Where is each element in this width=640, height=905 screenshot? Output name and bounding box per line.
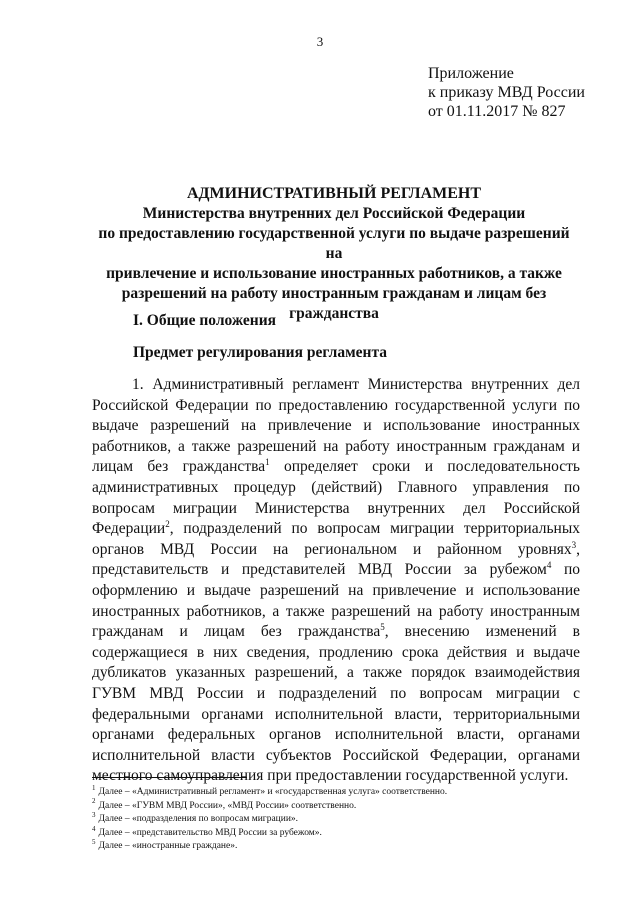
footnote-text: Далее – «ГУВМ МВД России», «МВД России» соответственно.	[98, 800, 357, 811]
appendix-order-date: от 01.11.2017 № 827	[428, 103, 566, 120]
appendix-block	[428, 64, 585, 121]
footnote-ref: 2	[165, 519, 170, 529]
paragraph-text: , представительств и представителей МВД России за рубежом	[92, 540, 580, 579]
document-title-block	[92, 184, 576, 324]
body-paragraph	[92, 375, 580, 787]
footnote-item	[92, 813, 592, 827]
document-subtitle-line: разрешений на работу иностранным гражданам и лицам без	[121, 285, 547, 302]
footnote-divider	[92, 777, 247, 778]
document-subtitle-line: гражданства	[289, 305, 379, 322]
footnote-ref: 3	[571, 539, 577, 550]
appendix-label: Приложение	[428, 65, 514, 82]
footnote-text: Далее – «представительство МВД России за рубежом».	[98, 827, 322, 838]
paragraph-text: определяет сроки и последовательность административных процедур (действий) Главного управления по вопросам миграции Министерства внутренних дел Российской Федерации	[92, 458, 580, 538]
footnote-ref: 5	[380, 621, 385, 632]
footnote-number: 5	[92, 838, 96, 847]
footnote-number: 2	[92, 797, 96, 806]
footnote-number: 1	[92, 783, 96, 792]
footnote-number: 3	[92, 811, 96, 820]
footnote-item	[92, 783, 592, 800]
document-subtitle-line: привлечение и использование иностранных работников, а также	[106, 265, 562, 282]
subsection-heading: Предмет регулирования регламента	[133, 344, 387, 361]
paragraph-text: , подразделений по вопросам миграции территориальных органов МВД России на региональном и районном уровнях	[92, 520, 580, 558]
footnote-item	[92, 840, 592, 854]
appendix-order-ref: к приказу МВД России	[428, 84, 585, 101]
section-heading: I. Общие положения	[133, 312, 277, 329]
footnote-text: Далее – «Административный регламент» и «государственная услуга» соответственно.	[98, 787, 448, 797]
document-title: АДМИНИСТРАТИВНЫЙ РЕГЛАМЕНТ	[186, 185, 482, 202]
footnote-ref: 1	[265, 457, 270, 468]
document-subtitle-line: по предоставлению государственной услуги по выдаче разрешений на	[98, 225, 570, 262]
paragraph-text: по оформлению и выдаче разрешений на привлечение и использование иностранных работников, а также разрешений на работу иностранным гражданам и лицам без гражданства	[92, 561, 580, 641]
footnote-text: Далее – «иностранные граждане».	[98, 841, 238, 852]
footnotes-list	[92, 783, 592, 854]
paragraph-text: 1. Административный регламент Министерства внутренних дел Российской Федерации по предоставлению государственной услуги по выдаче разрешений на привлечение и использование иностранных работников, а также разрешений на работу иностранным гражданам и лицам без гражданства	[92, 376, 580, 476]
paragraph-text: , внесению изменений в содержащиеся в них сведения, продлению срока действия и выдаче дубликатов указанных разрешений, а также порядок взаимодействия ГУВМ МВД России и подразделений по вопросам миграции с федеральными органами исполнительной власти, территориальными органами федеральных органов исполнительной власти, органами исполнительной власти субъектов Российской Федерации, органами местного самоуправления при предоставлении государственной услуги.	[92, 623, 580, 785]
footnote-text: Далее – «подразделения по вопросам миграции».	[98, 814, 299, 825]
footnote-number: 4	[92, 824, 96, 833]
footnote-item	[92, 797, 592, 814]
footnote-ref: 4	[546, 560, 552, 571]
footnote-item	[92, 824, 592, 841]
page-number: 3	[316, 34, 324, 49]
document-subtitle-line: Министерства внутренних дел Российской Федерации	[142, 205, 526, 222]
